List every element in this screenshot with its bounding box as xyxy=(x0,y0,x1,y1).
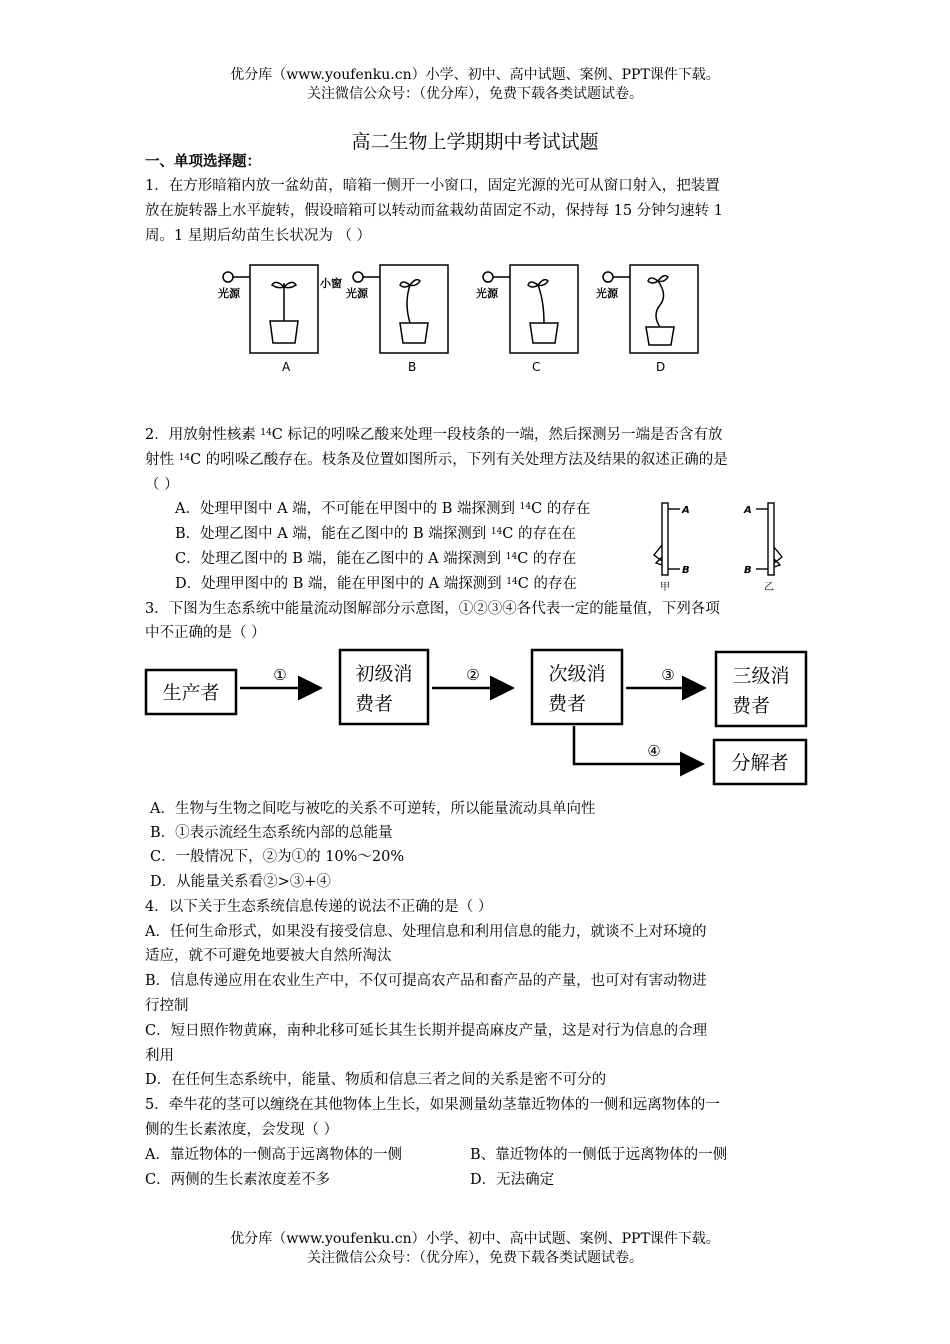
q5-option-d: D．无法确定 xyxy=(470,1172,555,1188)
q2-line-1: 2．用放射性核素 $^{14}$C 标记的吲哚乙酸来处理一段枝条的一端，然后探测另一端是否含有放 xyxy=(145,427,723,443)
page-title: 高二生物上学期期中考试试题 xyxy=(351,131,599,153)
header-line-1: 优分库（www.youfenku.cn）小学、初中、高中试题、案例、PPT课件下载。 xyxy=(230,67,720,83)
box-decomposer: 分解者 xyxy=(731,752,789,774)
q3-option-c: C．一般情况下，②为①的 10%～20% xyxy=(150,849,405,865)
q3-option-a: A．生物与生物之间吃与被吃的关系不可逆转，所以能量流动具单向性 xyxy=(150,801,596,817)
q2-option-a: A．处理甲图中 A 端，不可能在甲图中的 B 端探测到 $^{14}$C 的存在 xyxy=(175,501,591,517)
q2-fig-jia-b: B xyxy=(682,565,690,576)
q1-light-label-a: 光源 xyxy=(218,287,240,300)
q4-option-a-2: 适应，就不可避免地要被大自然所淘汰 xyxy=(145,948,392,964)
q2-fig-jia-a: A xyxy=(682,505,690,516)
q4-option-b-2: 行控制 xyxy=(145,998,189,1014)
q5-option-b: B、靠近物体的一侧低于远离物体的一侧 xyxy=(470,1147,728,1163)
q1-line-2: 放在旋转器上水平旋转，假设暗箱可以转动而盆栽幼苗固定不动，保持每 15 分钟匀速转 1 xyxy=(145,203,723,219)
box-primary-2: 费者 xyxy=(354,693,394,715)
q4-option-a-1: A．任何生命形式，如果没有接受信息、处理信息和利用信息的能力，就谈不上对环境的 xyxy=(145,924,707,940)
arrow-label-2: ② xyxy=(466,666,480,684)
q2-fig-yi-b: B xyxy=(744,565,752,576)
q4-option-d: D．在任何生态系统中，能量、物质和信息三者之间的关系是密不可分的 xyxy=(145,1072,607,1088)
q1-option-b-label: B xyxy=(408,360,417,374)
q5-line-1: 5．牵牛花的茎可以缠绕在其他物体上生长，如果测量幼茎靠近物体的一侧和远离物体的一 xyxy=(145,1097,720,1113)
q1-line-1: 1．在方形暗箱内放一盆幼苗，暗箱一侧开一小窗口，固定光源的光可从窗口射入，把装置 xyxy=(145,178,720,194)
q5-option-c: C．两侧的生长素浓度差不多 xyxy=(145,1172,331,1188)
arrow-label-4: ④ xyxy=(647,742,661,760)
box-tertiary-2: 费者 xyxy=(731,695,771,717)
q2-fig-yi-label: 乙 xyxy=(764,582,774,593)
q1-figure xyxy=(210,255,710,385)
box-producer: 生产者 xyxy=(162,682,220,704)
q3-line-2: 中不正确的是（ ） xyxy=(145,625,266,641)
q2-option-c: C．处理乙图中的 B 端，能在乙图中的 A 端探测到 $^{14}$C 的存在 xyxy=(175,551,577,567)
q3-option-d: D．从能量关系看②>③+④ xyxy=(150,874,331,890)
q4-option-b-1: B．信息传递应用在农业生产中，不仅可提高农产品和畜产品的产量，也可对有害动物进 xyxy=(145,973,707,989)
q3-option-b: B．①表示流经生态系统内部的总能量 xyxy=(150,825,393,841)
q3-line-1: 3．下图为生态系统中能量流动图解部分示意图，①②③④各代表一定的能量值，下列各项 xyxy=(145,601,720,617)
q1-light-label-d: 光源 xyxy=(596,287,618,300)
box-secondary-2: 费者 xyxy=(547,693,587,715)
footer-line-1: 优分库（www.youfenku.cn）小学、初中、高中试题、案例、PPT课件下载。 xyxy=(230,1231,720,1247)
q1-window-label: 小窗 xyxy=(320,277,342,290)
q5-line-2: 侧的生长素浓度，会发现（ ） xyxy=(145,1122,339,1138)
q2-fig-yi-a: A xyxy=(744,505,752,516)
arrow-label-1: ① xyxy=(273,666,287,684)
q4-line-1: 4．以下关于生态系统信息传递的说法不正确的是（ ） xyxy=(145,899,493,915)
box-primary-1: 初级消 xyxy=(355,663,413,685)
q3-energy-flow-diagram xyxy=(140,640,830,800)
q2-fig-jia-label: 甲 xyxy=(660,582,670,593)
q2-line-3: （ ） xyxy=(145,477,179,493)
q1-light-label-c: 光源 xyxy=(476,287,498,300)
q2-option-b: B．处理乙图中 A 端，能在乙图中的 B 端探测到 $^{14}$C 的存在在 xyxy=(175,526,576,542)
q4-option-c-1: C．短日照作物黄麻，南种北移可延长其生长期并提高麻皮产量，这是对行为信息的合理 xyxy=(145,1023,708,1039)
header-line-2: 关注微信公众号：（优分库），免费下载各类试题试卷。 xyxy=(307,86,643,102)
q2-option-d: D．处理甲图中的 B 端，能在甲图中的 A 端探测到 $^{14}$C 的存在 xyxy=(175,576,577,592)
q1-line-3: 周。1 星期后幼苗生长状况为 （ ） xyxy=(145,228,372,244)
q4-option-c-2: 利用 xyxy=(145,1048,174,1064)
footer-line-2: 关注微信公众号：（优分库），免费下载各类试题试卷。 xyxy=(307,1250,643,1266)
q1-option-a-label: A xyxy=(282,360,291,374)
box-secondary-1: 次级消 xyxy=(548,663,606,685)
q1-option-d-label: D xyxy=(656,360,666,374)
q2-figure xyxy=(640,495,800,595)
q2-line-2: 射性 $^{14}$C 的吲哚乙酸存在。枝条及位置如图所示，下列有关处理方法及结果的叙述正确的是 xyxy=(145,452,728,468)
box-tertiary-1: 三级消 xyxy=(732,665,790,687)
q1-light-label-b: 光源 xyxy=(346,287,368,300)
arrow-label-3: ③ xyxy=(661,666,675,684)
q1-option-c-label: C xyxy=(532,360,541,374)
q5-option-a: A．靠近物体的一侧高于远离物体的一侧 xyxy=(145,1147,402,1163)
section-heading: 一、单项选择题： xyxy=(145,153,261,170)
